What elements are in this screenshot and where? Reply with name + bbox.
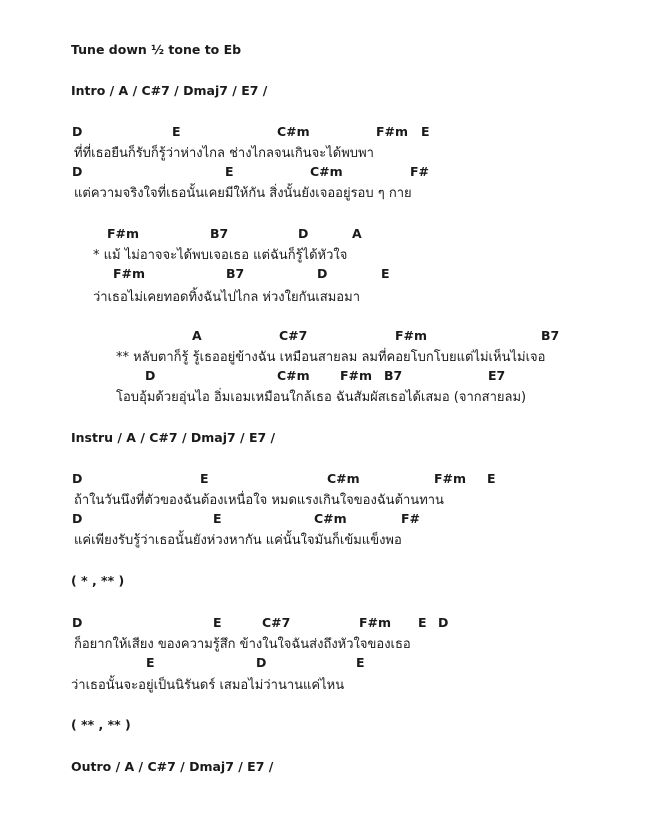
bridge-line2-chords bbox=[0, 655, 670, 671]
chord-label: E bbox=[487, 471, 496, 486]
chord-label: F#m bbox=[395, 328, 428, 343]
outro-progression: Outro / A / C#7 / Dmaj7 / E7 / bbox=[71, 759, 274, 774]
bridge-line2-lyric: ว่าเธอนั้นจะอยู่เป็นนิรันดร์ เสมอไม่ว่านานแค่ไหน bbox=[71, 678, 345, 693]
chord-label: E7 bbox=[488, 368, 506, 383]
chord-label: E bbox=[421, 124, 430, 139]
chorus-line2-chords bbox=[0, 368, 670, 384]
chord-label: E bbox=[213, 615, 222, 630]
tuning-note: Tune down ½ tone to Eb bbox=[71, 42, 242, 57]
chord-label: E bbox=[213, 511, 222, 526]
chord-label: F#m bbox=[434, 471, 467, 486]
chord-label: B7 bbox=[210, 226, 229, 241]
chord-label: D bbox=[256, 655, 267, 670]
repeat-marker-2: ( ** , ** ) bbox=[71, 717, 131, 732]
chord-label: D bbox=[145, 368, 156, 383]
chord-label: A bbox=[192, 328, 202, 343]
chord-label: F#m bbox=[340, 368, 373, 383]
chord-label: E bbox=[381, 266, 390, 281]
chord-label: C#m bbox=[314, 511, 347, 526]
bridge-line1-lyric: ก็อยากให้เสียง ของความรู้สึก ข้างในใจฉันส่งถึงหัวใจของเธอ bbox=[74, 637, 411, 652]
chord-label: D bbox=[438, 615, 449, 630]
verse1-line2-lyric: แต่ความจริงใจที่เธอนั้นเคยมีให้กัน สิ่งนั้นยังเจออยู่รอบ ๆ กาย bbox=[74, 186, 412, 201]
chorus-line1-chords bbox=[0, 328, 670, 344]
verse1-line1-lyric: ที่ที่เธอยืนก็รับก็รู้ว่าห่างไกล ช่างไกลจนเกินจะได้พบพา bbox=[74, 146, 374, 161]
chord-label: E bbox=[172, 124, 181, 139]
verse2-line1-chords bbox=[0, 471, 670, 487]
chord-label: B7 bbox=[541, 328, 560, 343]
chord-label: D bbox=[72, 124, 83, 139]
chord-label: C#7 bbox=[262, 615, 291, 630]
chord-label: D bbox=[317, 266, 328, 281]
intro-progression: Intro / A / C#7 / Dmaj7 / E7 / bbox=[71, 83, 268, 98]
chord-label: F#m bbox=[376, 124, 409, 139]
chord-label: C#m bbox=[310, 164, 343, 179]
chord-label: D bbox=[72, 471, 83, 486]
chord-label: C#m bbox=[327, 471, 360, 486]
repeat-marker-1: ( * , ** ) bbox=[71, 573, 125, 588]
chord-label: D bbox=[298, 226, 309, 241]
verse2-line1-lyric: ถ้าในวันนึงที่ตัวของฉันต้องเหนื่อใจ หมดแรงเกินใจของฉันต้านทาน bbox=[74, 493, 444, 508]
prechorus-line1-lyric: * แม้ ไม่อาจจะได้พบเจอเธอ แต่ฉันก็รู้ได้หัวใจ bbox=[93, 248, 348, 263]
chord-label: C#m bbox=[277, 368, 310, 383]
chord-label: E bbox=[225, 164, 234, 179]
verse2-line2-lyric: แค่เพียงรับรู้ว่าเธอนั้นยังห่วงหากัน แค่นั้นใจมันก็เข้มแข็งพอ bbox=[74, 533, 402, 548]
verse1-line2-chords bbox=[0, 164, 670, 180]
chord-label: F# bbox=[401, 511, 421, 526]
chorus-line2-lyric: โอบอุ้มด้วยอุ่นไอ อิ่มเอมเหมือนใกล้เธอ ฉันสัมผัสเธอได้เสมอ (จากสายลม) bbox=[116, 390, 527, 405]
chord-label: F#m bbox=[359, 615, 392, 630]
bridge-line1-chords bbox=[0, 615, 670, 631]
chord-label: C#7 bbox=[279, 328, 308, 343]
chorus-line1-lyric: ** หลับตาก็รู้ รู้เธออยู่ข้างฉัน เหมือนสายลม ลมที่คอยโบกโบยแต่ไม่เห็นไม่เจอ bbox=[116, 350, 546, 365]
chord-label: F#m bbox=[107, 226, 140, 241]
chord-label: E bbox=[200, 471, 209, 486]
prechorus-line1-chords bbox=[0, 226, 670, 242]
verse2-line2-chords bbox=[0, 511, 670, 527]
chord-label: D bbox=[72, 164, 83, 179]
chord-label: C#m bbox=[277, 124, 310, 139]
verse1-line1-chords bbox=[0, 124, 670, 140]
prechorus-line2-chords bbox=[0, 266, 670, 282]
prechorus-line2-lyric: ว่าเธอไม่เคยทอดทิ้งฉันไปไกล ห่วงใยกันเสมอมา bbox=[93, 290, 360, 305]
chord-label: A bbox=[352, 226, 362, 241]
chord-label: E bbox=[418, 615, 427, 630]
chord-label: B7 bbox=[384, 368, 403, 383]
chord-label: F#m bbox=[113, 266, 146, 281]
chord-label: E bbox=[356, 655, 365, 670]
chord-label: E bbox=[146, 655, 155, 670]
chord-label: F# bbox=[410, 164, 430, 179]
instru-progression: Instru / A / C#7 / Dmaj7 / E7 / bbox=[71, 430, 276, 445]
chord-label: D bbox=[72, 615, 83, 630]
chord-label: B7 bbox=[226, 266, 245, 281]
chord-label: D bbox=[72, 511, 83, 526]
